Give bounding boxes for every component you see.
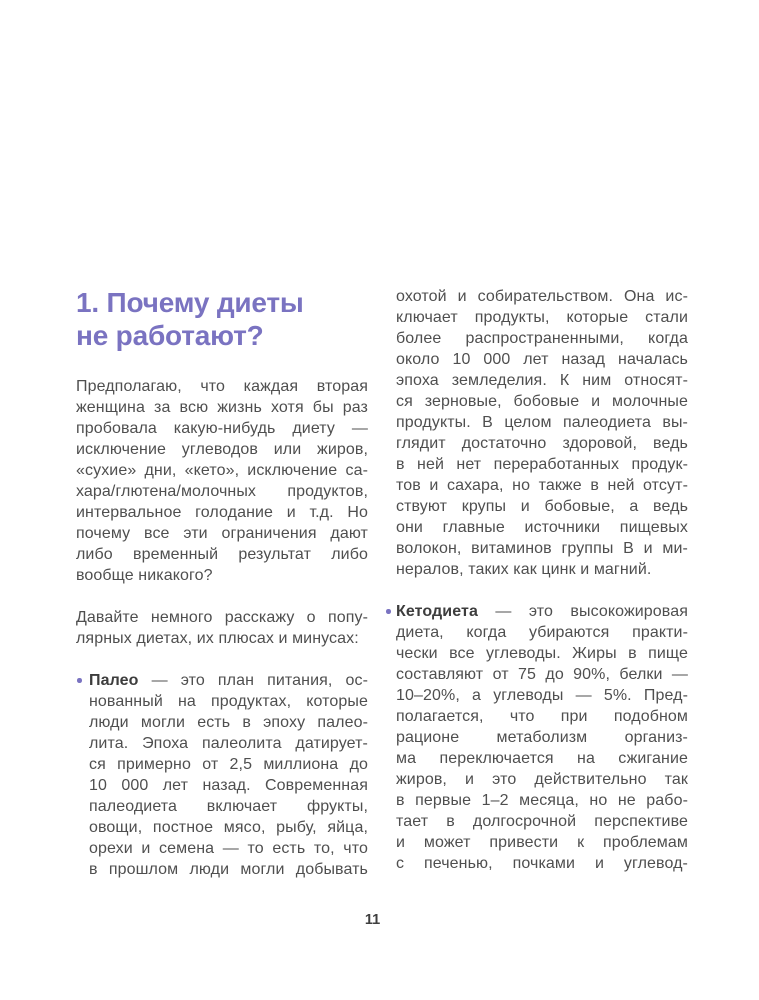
text-line: Давайте немного расскажу о попу-: [76, 609, 368, 626]
text-line: ся примерно от 2,5 миллиона до: [89, 756, 368, 773]
right-column: [396, 286, 688, 880]
paragraph: [76, 607, 368, 649]
chapter-heading: [76, 286, 368, 352]
text-line: жиров, и это действительно так: [396, 771, 688, 788]
text-line: овощи, постное мясо, рыбу, яйца,: [89, 819, 368, 836]
bullet-item: [76, 670, 368, 880]
text-line: составляют от 75 до 90%, белки —: [396, 666, 688, 683]
text-line: диета, когда убираются практи-: [396, 624, 688, 641]
text-line: тает в долгосрочной перспективе: [396, 813, 688, 830]
left-column: [76, 286, 368, 880]
bullet-item: [396, 601, 688, 874]
text-line: палеодиета включает фрукты,: [89, 798, 368, 815]
page-number: 11: [364, 912, 381, 928]
text-line: люди могли есть в эпоху палео-: [89, 714, 368, 731]
text-line: Палео — это план питания, ос-: [89, 672, 368, 689]
text-line: либо временный результат либо: [76, 546, 368, 563]
text-line: интервальное голодание и т.д. Но: [76, 504, 368, 521]
text-line: 10–20%, а углеводы — 5%. Пред-: [396, 687, 688, 704]
text-line: более распространенными, когда: [396, 330, 688, 347]
text-line: тов и сахара, но также в ней отсут-: [396, 477, 688, 494]
diet-name-bold: Кетодиета: [396, 603, 478, 620]
paragraph: [76, 376, 368, 586]
text-line: лярных диетах, их плюсах и минусах:: [76, 630, 359, 647]
text-line: с печенью, почками и углевод-: [396, 855, 688, 872]
heading-line-2: не работают?: [76, 320, 264, 351]
text-line: Кетодиета — это высокожировая: [396, 603, 688, 620]
text-line: ся зерновые, бобовые и молочные: [396, 393, 688, 410]
text-line: 10 000 лет назад. Современная: [89, 777, 368, 794]
text-line: ма переключается на сжигание: [396, 750, 688, 767]
text-line: около 10 000 лет назад началась: [396, 351, 688, 368]
diet-name-bold: Палео: [89, 672, 139, 689]
text-line: в первые 1–2 месяца, но не рабо-: [396, 792, 688, 809]
paragraph: [396, 286, 688, 580]
text-line: и может привести к проблемам: [396, 834, 688, 851]
text-line: хара/глютена/молочных продуктов,: [76, 483, 368, 500]
bullet-dot-icon: [386, 609, 391, 614]
page-footer: [0, 911, 745, 929]
text-line: волокон, витаминов группы В и ми-: [396, 540, 688, 557]
text-line: они главные источники пищевых: [396, 519, 688, 536]
text-line: орехи и семена — то есть то, что: [89, 840, 368, 857]
text-line: в прошлом люди могли добывать: [89, 861, 368, 878]
text-line: ключает продукты, которые стали: [396, 309, 688, 326]
text-line: лита. Эпоха палеолита датирует-: [89, 735, 368, 752]
page-content: [76, 286, 688, 880]
text-line: нованный на продуктах, которые: [89, 693, 368, 710]
text-line: чески все углеводы. Жиры в пище: [396, 645, 688, 662]
text-line: «сухие» дни, «кето», исключение са-: [76, 462, 368, 479]
bullet-dot-icon: [77, 678, 82, 683]
text-line: женщина за всю жизнь хотя бы раз: [76, 399, 368, 416]
heading-line-1: 1. Почему диеты: [76, 287, 304, 318]
text-line: в ней нет переработанных продук-: [396, 456, 688, 473]
text-line: вообще никакого?: [76, 567, 213, 584]
text-line: пробовала какую-нибудь диету —: [76, 420, 368, 437]
text-line: нералов, таких как цинк и магний.: [396, 561, 652, 578]
text-line: охотой и собирательством. Она ис-: [396, 288, 688, 305]
text-line: почему все эти ограничения дают: [76, 525, 368, 542]
text-line: исключение углеводов или жиров,: [76, 441, 368, 458]
text-line: Предполагаю, что каждая вторая: [76, 378, 368, 395]
text-line: глядит достаточно здоровой, ведь: [396, 435, 688, 452]
text-line: продукты. В целом палеодиета вы-: [396, 414, 688, 431]
text-line: эпоха земледелия. К ним относят-: [396, 372, 688, 389]
text-line: рационе метаболизм организ-: [396, 729, 688, 746]
text-line: полагается, что при подобном: [396, 708, 688, 725]
text-line: ствуют крупы и бобовые, а ведь: [396, 498, 688, 515]
